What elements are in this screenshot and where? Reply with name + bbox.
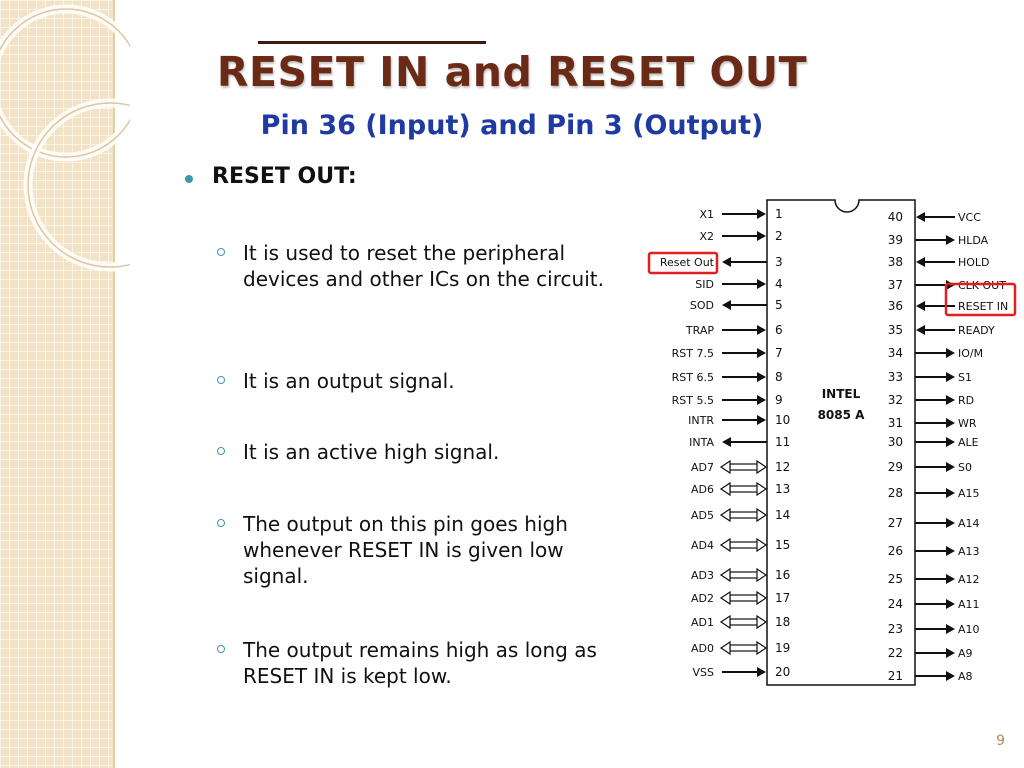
arrow-out [946,671,955,681]
bus-arrow-right [757,509,766,521]
left-pin-number: 15 [775,538,791,552]
right-pin-label: A10 [958,623,980,636]
arrow-in [757,372,766,382]
sub-bullet-dot [217,447,225,455]
bus-arrow-right [757,461,766,473]
bus-arrow-right [757,539,766,551]
right-pin-number: 21 [887,669,903,683]
left-pin-label: RST 7.5 [671,347,714,360]
left-pin-number: 6 [775,323,783,337]
chip-name: INTEL [821,387,861,401]
sub-bullet-5: The output remains high as long as RESET IN is kept low. [243,638,597,688]
right-pin-label: A11 [958,598,980,611]
arrow-out [946,648,955,658]
right-pin-label: A8 [958,670,973,683]
right-pin-number: 26 [887,544,903,558]
left-pin-label: Reset Out [659,256,714,269]
arrow-in [757,395,766,405]
arrow-out [946,599,955,609]
left-pin-label: AD1 [691,616,714,629]
left-pin-number: 19 [775,641,791,655]
arrow-out [946,418,955,428]
arrow-out [722,300,731,310]
bus-arrow-left [721,483,730,495]
left-pin-number: 16 [775,568,791,582]
bullet-dot [185,175,193,183]
arrow-in [757,415,766,425]
arrow-in [916,325,925,335]
bus-arrow-right [757,592,766,604]
slide-title: RESET IN and RESET OUT [216,48,808,96]
left-pin-label: RST 5.5 [671,394,714,407]
arrow-out [946,462,955,472]
chip-model: 8085 A [817,408,865,422]
left-pin-label: AD4 [691,539,714,552]
left-pin-label: AD3 [691,569,714,582]
left-pin-label: RST 6.5 [671,371,714,384]
sub-bullet-dot [217,248,225,256]
arrow-in [916,301,925,311]
left-pin-label: AD2 [691,592,714,605]
sub-bullet-2: It is an output signal. [243,369,455,393]
sub-bullet-4: The output on this pin goes high whenever RESET IN is given low signal. [243,512,568,588]
bus-lead [730,542,758,548]
arrow-in [916,257,925,267]
left-pin-number: 2 [775,229,783,243]
left-pin-label: INTA [689,436,714,449]
right-pin-number: 40 [887,210,903,224]
left-pin-label: AD7 [691,461,714,474]
bus-arrow-left [721,509,730,521]
left-pin-label: X1 [699,208,714,221]
arrow-out [946,546,955,556]
right-pin-number: 37 [887,278,903,292]
bus-arrow-left [721,616,730,628]
bus-arrow-right [757,483,766,495]
left-pin-number: 8 [775,370,783,384]
arrow-in [916,212,925,222]
sub-bullet-1: It is used to reset the peripheral devices and other ICs on the circuit. [243,241,604,291]
right-pin-label: WR [958,417,977,430]
right-pin-number: 38 [887,255,903,269]
right-pin-label: RESET IN [958,300,1009,313]
left-pin-label: SOD [689,299,714,312]
arrow-out [946,488,955,498]
left-pin-label: SID [695,278,714,291]
right-pin-number: 29 [887,460,903,474]
left-pin-number: 11 [775,435,791,449]
right-pin-label: RD [958,394,975,407]
right-pin-number: 39 [887,233,903,247]
slide-subtitle: Pin 36 (Input) and Pin 3 (Output) [260,110,764,141]
left-pin-number: 9 [775,393,783,407]
left-pin-number: 14 [775,508,791,522]
bus-lead [730,619,758,625]
right-pin-label: A9 [958,647,973,660]
right-pin-number: 24 [887,597,903,611]
left-pin-label: VSS [692,666,714,679]
bus-arrow-left [721,569,730,581]
right-pin-label: IO/M [958,347,984,360]
right-pin-number: 33 [887,370,903,384]
left-pin-label: AD5 [691,509,714,522]
left-pin-number: 10 [775,413,791,427]
sub-bullet-dot [217,519,225,527]
left-pin-number: 3 [775,255,783,269]
right-pin-label: A14 [958,517,980,530]
right-pin-label: A15 [958,487,980,500]
arrow-out [946,518,955,528]
arrow-out [946,395,955,405]
bus-lead [730,512,758,518]
right-pin-number: 36 [887,299,903,313]
arrow-in [757,231,766,241]
right-pin-number: 25 [887,572,903,586]
right-pin-number: 22 [887,646,903,660]
bus-arrow-right [757,616,766,628]
arrow-in [757,325,766,335]
arrow-in [757,667,766,677]
right-pin-number: 35 [887,323,903,337]
left-pin-number: 1 [775,207,783,221]
bus-lead [730,595,758,601]
arrow-out [946,624,955,634]
page-number: 9 [996,733,1005,749]
right-pin-label: ALE [958,436,979,449]
arrow-out [946,574,955,584]
right-pin-label: S0 [958,461,972,474]
sub-bullet-dot [217,645,225,653]
right-pin-label: READY [958,324,995,337]
arrow-out [946,372,955,382]
main-bullet: RESET OUT: [212,164,357,189]
right-pin-label: CLK OUT [958,279,1006,292]
right-pin-number: 31 [887,416,903,430]
left-pin-number: 20 [775,665,791,679]
right-pin-number: 34 [887,346,903,360]
right-pin-number: 23 [887,622,903,636]
arrow-out [722,437,731,447]
right-pin-number: 28 [887,486,903,500]
right-pin-label: A12 [958,573,980,586]
left-pin-number: 17 [775,591,791,605]
right-pin-label: HLDA [958,234,989,247]
left-pin-label: AD6 [691,483,714,496]
left-pin-label: INTR [688,414,714,427]
left-pin-number: 13 [775,482,791,496]
left-pin-label: X2 [699,230,714,243]
bus-arrow-right [757,642,766,654]
arrow-out [946,348,955,358]
arrow-out [946,235,955,245]
bus-lead [730,572,758,578]
left-pin-number: 12 [775,460,791,474]
left-pin-number: 18 [775,615,791,629]
arrow-out [722,257,731,267]
bus-arrow-right [757,569,766,581]
bus-arrow-left [721,539,730,551]
right-pin-label: S1 [958,371,972,384]
right-pin-number: 30 [887,435,903,449]
left-pin-label: AD0 [691,642,714,655]
arrow-in [757,279,766,289]
arrow-in [757,348,766,358]
bus-lead [730,464,758,470]
left-pin-label: TRAP [685,324,714,337]
sub-bullet-3: It is an active high signal. [243,440,500,464]
left-pin-number: 5 [775,298,783,312]
bus-lead [730,645,758,651]
bus-arrow-left [721,642,730,654]
bus-arrow-left [721,592,730,604]
right-pin-number: 32 [887,393,903,407]
bus-lead [730,486,758,492]
right-pin-label: A13 [958,545,980,558]
right-pin-label: VCC [958,211,981,224]
left-pin-number: 7 [775,346,783,360]
right-pin-label: HOLD [958,256,990,269]
pin-diagram-8085 [640,190,1020,695]
arrow-out [946,437,955,447]
arrow-in [757,209,766,219]
sub-bullet-dot [217,376,225,384]
right-pin-number: 27 [887,516,903,530]
bus-arrow-left [721,461,730,473]
left-pin-number: 4 [775,277,783,291]
